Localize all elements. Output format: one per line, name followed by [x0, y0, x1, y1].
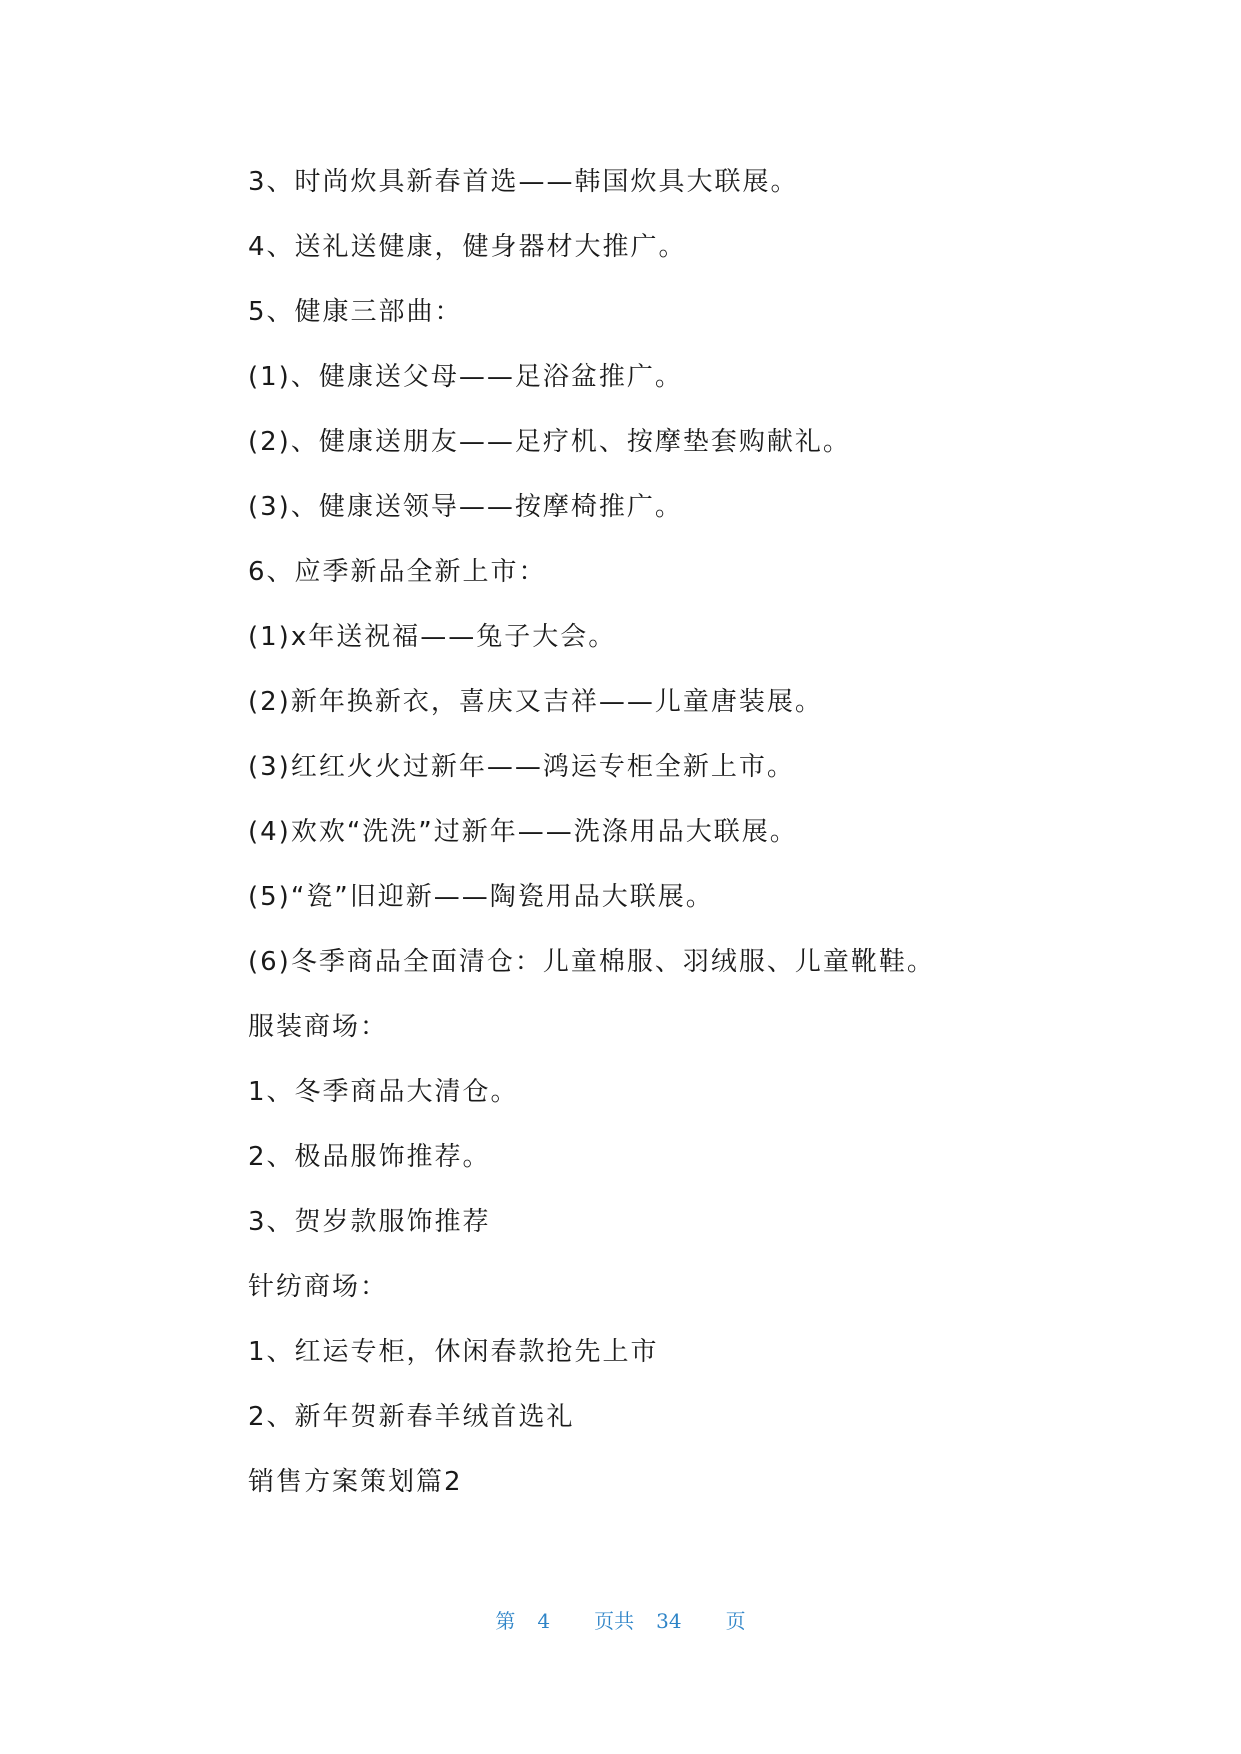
text-line: (1)、健康送父母——足浴盆推广。 — [248, 362, 683, 392]
footer-prefix: 第 — [495, 1609, 516, 1633]
footer-suffix: 页 — [725, 1609, 746, 1633]
text-line: 2、极品服饰推荐。 — [248, 1142, 491, 1172]
text-line: 5、健康三部曲： — [248, 297, 463, 327]
text-line: 1、红运专柜，休闲春款抢先上市 — [248, 1337, 659, 1367]
text-line: (5)“瓷”旧迎新——陶瓷用品大联展。 — [248, 882, 714, 912]
text-line: (2)新年换新衣，喜庆又吉祥——儿童唐装展。 — [248, 687, 823, 717]
text-line: (1)x年送祝福——兔子大会。 — [248, 622, 617, 652]
section-heading: 针纺商场： — [248, 1272, 389, 1302]
text-line: (2)、健康送朋友——足疗机、按摩垫套购献礼。 — [248, 427, 851, 457]
text-line: 3、贺岁款服饰推荐 — [248, 1207, 491, 1237]
document-body — [248, 160, 1108, 1525]
footer-middle: 页共 — [594, 1609, 635, 1633]
section-heading: 销售方案策划篇2 — [248, 1467, 463, 1497]
text-line: 6、应季新品全新上市： — [248, 557, 547, 587]
page-footer — [0, 1605, 1241, 1634]
text-line: 4、送礼送健康，健身器材大推广。 — [248, 232, 687, 262]
section-heading: 服装商场： — [248, 1012, 389, 1042]
text-line: 1、冬季商品大清仓。 — [248, 1077, 519, 1107]
text-line: (3)红红火火过新年——鸿运专柜全新上市。 — [248, 752, 795, 782]
text-line: 3、时尚炊具新春首选——韩国炊具大联展。 — [248, 167, 799, 197]
current-page-number: 4 — [537, 1609, 551, 1633]
text-line: (3)、健康送领导——按摩椅推广。 — [248, 492, 683, 522]
text-line: 2、新年贺新春羊绒首选礼 — [248, 1402, 575, 1432]
text-line: (6)冬季商品全面清仓：儿童棉服、羽绒服、儿童靴鞋。 — [248, 947, 935, 977]
total-pages-number: 34 — [656, 1609, 682, 1633]
text-line: (4)欢欢“洗洗”过新年——洗涤用品大联展。 — [248, 817, 798, 847]
